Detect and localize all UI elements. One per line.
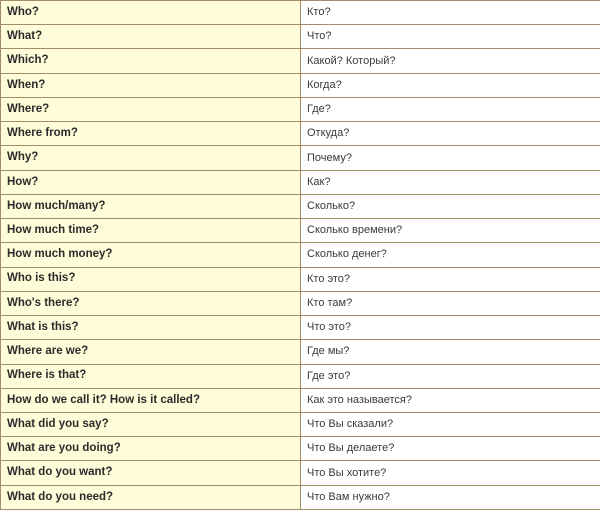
english-phrase: Where are we? [1,340,301,364]
russian-translation: Что Вы сказали? [301,412,600,436]
russian-translation: Где это? [301,364,600,388]
russian-translation: Кто? [301,1,600,25]
russian-translation: Кто там? [301,291,600,315]
table-row [1,25,600,49]
english-phrase: Who is this? [1,267,301,291]
table-row [1,316,600,340]
english-phrase: When? [1,73,301,97]
phrase-table-body [1,1,600,510]
table-row [1,97,600,121]
english-phrase: How much time? [1,219,301,243]
russian-translation: Почему? [301,146,600,170]
russian-translation: Сколько денег? [301,243,600,267]
table-row [1,461,600,485]
russian-translation: Что Вы делаете? [301,437,600,461]
english-phrase: How much money? [1,243,301,267]
table-row [1,437,600,461]
russian-translation: Где мы? [301,340,600,364]
table-row [1,243,600,267]
english-phrase: Who? [1,1,301,25]
russian-translation: Как это называется? [301,388,600,412]
table-row [1,485,600,509]
english-phrase: Why? [1,146,301,170]
english-phrase: What do you want? [1,461,301,485]
russian-translation: Когда? [301,73,600,97]
table-row [1,122,600,146]
table-row [1,291,600,315]
english-phrase: Where is that? [1,364,301,388]
table-row [1,170,600,194]
russian-translation: Что Вам нужно? [301,485,600,509]
english-phrase: What did you say? [1,412,301,436]
english-phrase: How do we call it? How is it called? [1,388,301,412]
english-phrase: What is this? [1,316,301,340]
table-row [1,364,600,388]
english-phrase: What? [1,25,301,49]
russian-translation: Какой? Который? [301,49,600,73]
russian-translation: Кто это? [301,267,600,291]
russian-translation: Как? [301,170,600,194]
english-phrase: What are you doing? [1,437,301,461]
english-phrase: How much/many? [1,194,301,218]
russian-translation: Где? [301,97,600,121]
russian-translation: Сколько времени? [301,219,600,243]
table-row [1,412,600,436]
table-row [1,388,600,412]
table-row [1,49,600,73]
russian-translation: Что это? [301,316,600,340]
english-phrase: Where? [1,97,301,121]
russian-translation: Откуда? [301,122,600,146]
table-row [1,267,600,291]
table-row [1,1,600,25]
english-phrase: Who's there? [1,291,301,315]
english-phrase: Where from? [1,122,301,146]
table-row [1,340,600,364]
table-row [1,146,600,170]
table-row [1,73,600,97]
table-row [1,219,600,243]
table-row [1,194,600,218]
english-phrase: What do you need? [1,485,301,509]
english-phrase: How? [1,170,301,194]
russian-translation: Сколько? [301,194,600,218]
russian-translation: Что Вы хотите? [301,461,600,485]
russian-translation: Что? [301,25,600,49]
english-phrase: Which? [1,49,301,73]
